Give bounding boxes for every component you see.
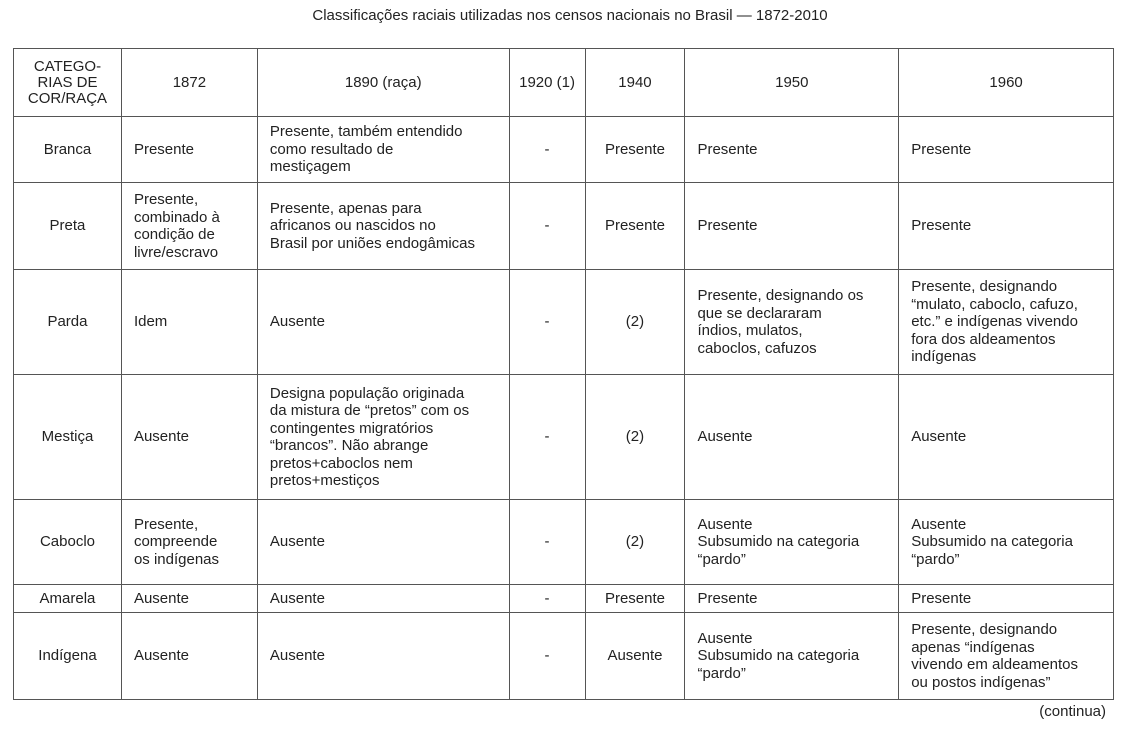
header-row [14,49,1114,117]
cell-1940: Presente [585,117,685,183]
cell-1960: Presente, designando “mulato, caboclo, cafuzo, etc.” e indígenas vivendo fora dos aldeamentos indígenas [899,270,1114,375]
cell-1890: Presente, apenas para africanos ou nascidos no Brasil por uniões endogâmicas [257,183,509,270]
cell-1872: Ausente [121,585,257,613]
cell-1950: Ausente Subsumido na categoria “pardo” [685,500,899,585]
cell-1890: Ausente [257,585,509,613]
cell-1890: Ausente [257,500,509,585]
cell-1960: Presente [899,117,1114,183]
cell-1920: - [509,183,585,270]
cell-1920: - [509,375,585,500]
cell-1950: Presente, designando os que se declararam índios, mulatos, caboclos, cafuzos [685,270,899,375]
header-1872: 1872 [121,49,257,117]
header-1890: 1890 (raça) [257,49,509,117]
cell-1950: Presente [685,183,899,270]
cell-1920: - [509,270,585,375]
cell-1872: Presente, combinado à condição de livre/escravo [121,183,257,270]
cell-1940: Presente [585,585,685,613]
category-cell: Branca [14,117,122,183]
header-1960: 1960 [899,49,1114,117]
header-1940: 1940 [585,49,685,117]
cell-1950: Ausente [685,375,899,500]
cell-1950: Presente [685,117,899,183]
cell-1890: Ausente [257,613,509,700]
header-category: CATEGO- RIAS DE COR/RAÇA [14,49,122,117]
cell-1872: Idem [121,270,257,375]
table-row-amarela [14,585,1114,613]
cell-1940: (2) [585,375,685,500]
cell-1960: Presente, designando apenas “indígenas vivendo em aldeamentos ou postos indígenas” [899,613,1114,700]
cell-1960: Presente [899,183,1114,270]
header-1920: 1920 (1) [509,49,585,117]
cell-1960: Ausente [899,375,1114,500]
cell-1960: Presente [899,585,1114,613]
cell-1920: - [509,117,585,183]
cell-1872: Presente, compreende os indígenas [121,500,257,585]
header-1950: 1950 [685,49,899,117]
cell-1950: Presente [685,585,899,613]
cell-1872: Ausente [121,613,257,700]
cell-1890: Designa população originada da mistura de “pretos” com os contingentes migratórios “brancos”. Não abrange pretos+caboclos nem pretos+mestiços [257,375,509,500]
table-row-mestica [14,375,1114,500]
category-cell: Parda [14,270,122,375]
cell-1940: (2) [585,270,685,375]
category-cell: Mestiça [14,375,122,500]
table-row-caboclo [14,500,1114,585]
table-title: Classificações raciais utilizadas nos censos nacionais no Brasil — 1872-2010 [312,7,828,24]
cell-1920: - [509,500,585,585]
cell-1890: Ausente [257,270,509,375]
cell-1920: - [509,613,585,700]
table-row-preta [14,183,1114,270]
table-row-parda [14,270,1114,375]
continued-note: (continua) [1039,703,1106,720]
table-row-indigena [14,613,1114,700]
cell-1890: Presente, também entendido como resultado de mestiçagem [257,117,509,183]
cell-1872: Ausente [121,375,257,500]
table-row-branca [14,117,1114,183]
category-cell: Amarela [14,585,122,613]
cell-1940: Ausente [585,613,685,700]
category-cell: Preta [14,183,122,270]
cell-1940: Presente [585,183,685,270]
cell-1950: Ausente Subsumido na categoria “pardo” [685,613,899,700]
cell-1920: - [509,585,585,613]
cell-1872: Presente [121,117,257,183]
cell-1940: (2) [585,500,685,585]
category-cell: Caboclo [14,500,122,585]
cell-1960: Ausente Subsumido na categoria “pardo” [899,500,1114,585]
census-classification-table [13,48,1114,700]
category-cell: Indígena [14,613,122,700]
